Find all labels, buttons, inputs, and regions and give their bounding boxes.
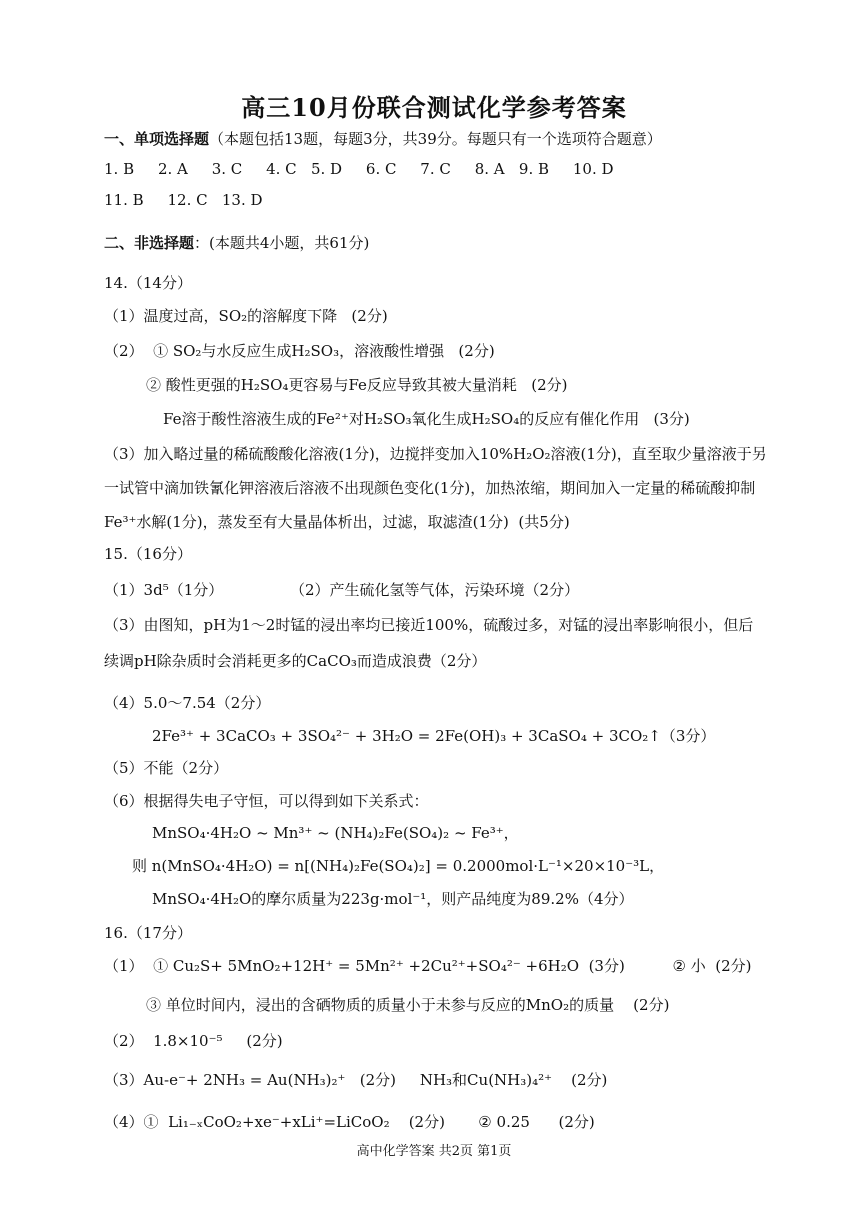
section-2-intro bbox=[104, 232, 369, 254]
q15-part-3-line-2: 续调pH除杂质时会消耗更多的CaCO₃而造成浪费（2分） bbox=[104, 652, 487, 670]
q15-part-6-relation: MnSO₄·4H₂O ~ Mn³⁺ ~ (NH₄)₂Fe(SO₄)₂ ~ Fe³⁺， bbox=[152, 824, 519, 842]
q14-part-2c: Fe溶于酸性溶液生成的Fe²⁺对H₂SO₃氧化生成H₂SO₄的反应有催化作用 (3分) bbox=[163, 410, 690, 428]
section-2-heading: 二、非选择题 bbox=[104, 234, 195, 252]
section-1-note: （本题包括13题，每题3分，共39分。每题只有一个选项符合题意） bbox=[209, 130, 662, 148]
q15-part-1-2: （1）3d⁵（1分） （2）产生硫化氢等气体，污染环境（2分） bbox=[104, 581, 580, 599]
q14-header: 14.（14分） bbox=[104, 274, 192, 292]
q16-header: 16.（17分） bbox=[104, 924, 192, 942]
q15-part-6-result: MnSO₄·4H₂O的摩尔质量为223g·mol⁻¹，则产品纯度为89.2%（4分） bbox=[152, 890, 634, 908]
q16-part-4: （4）① Li₁₋ₓCoO₂+xe⁻+xLi⁺=LiCoO₂ (2分) ② 0.25 (2分) bbox=[104, 1113, 595, 1131]
q16-part-1-equation: （1） ① Cu₂S+ 5MnO₂+12H⁺ = 5Mn²⁺ +2Cu²⁺+SO₄²⁻ +6H₂O (3分) ② 小 (2分) bbox=[104, 957, 752, 975]
answers-row-2: 11. B 12. C 13. D bbox=[104, 191, 263, 209]
q14-part-3-line-3: Fe³⁺水解(1分)，蒸发至有大量晶体析出，过滤，取滤渣(1分) (共5分) bbox=[104, 513, 570, 531]
q15-part-6-calculation: 则 n(MnSO₄·4H₂O) = n[(NH₄)₂Fe(SO₄)₂] = 0.2000mol·L⁻¹×20×10⁻³L， bbox=[132, 857, 665, 875]
q14-part-3-line-1: （3）加入略过量的稀硫酸酸化溶液(1分)，边搅拌变加入10%H₂O₂溶液(1分)，直至取少量溶液于另 bbox=[104, 445, 767, 463]
section-1-intro bbox=[104, 128, 662, 150]
q15-part-5: （5）不能（2分） bbox=[104, 759, 229, 777]
q14-part-3-line-2: 一试管中滴加铁氰化钾溶液后溶液不出现颜色变化(1分)，加热浓缩，期间加入一定量的稀硫酸抑制 bbox=[104, 479, 756, 497]
q15-part-3-line-1: （3）由图知，pH为1～2时锰的浸出率均已接近100%，硫酸过多，对锰的浸出率影响很小，但后 bbox=[104, 616, 754, 634]
page-title: 高三10月份联合测试化学参考答案 bbox=[241, 93, 627, 122]
q14-part-1: （1）温度过高，SO₂的溶解度下降 (2分) bbox=[104, 307, 388, 325]
section-2-note: ：(本题共4小题，共61分) bbox=[194, 234, 370, 252]
q15-part-4-equation: 2Fe³⁺ + 3CaCO₃ + 3SO₄²⁻ + 3H₂O = 2Fe(OH)₃ + 3CaSO₄ + 3CO₂↑（3分） bbox=[152, 727, 716, 745]
q14-part-2b: ② 酸性更强的H₂SO₄更容易与Fe反应导致其被大量消耗 (2分) bbox=[146, 376, 568, 394]
section-1-heading: 一、单项选择题 bbox=[104, 130, 210, 148]
q16-part-3: （3）Au-e⁻+ 2NH₃ = Au(NH₃)₂⁺ (2分) NH₃和Cu(NH₃)₄²⁺ (2分) bbox=[104, 1071, 608, 1089]
q14-part-2a: （2） ① SO₂与水反应生成H₂SO₃，溶液酸性增强 (2分) bbox=[104, 342, 495, 360]
q16-part-2: （2） 1.8×10⁻⁵ (2分) bbox=[104, 1032, 283, 1050]
q15-header: 15.（16分） bbox=[104, 545, 192, 563]
answers-row-1: 1. B 2. A 3. C 4. C 5. D 6. C 7. C 8. A 9. B 10. D bbox=[104, 160, 614, 178]
q15-part-4-range: （4）5.0～7.54（2分） bbox=[104, 694, 271, 712]
q16-part-1-reason: ③ 单位时间内，浸出的含硒物质的质量小于未参与反应的MnO₂的质量 (2分) bbox=[146, 996, 670, 1014]
page-footer: 高中化学答案 共2页 第1页 bbox=[356, 1144, 512, 1159]
q15-part-6-intro: （6）根据得失电子守恒，可以得到如下关系式： bbox=[104, 792, 429, 810]
